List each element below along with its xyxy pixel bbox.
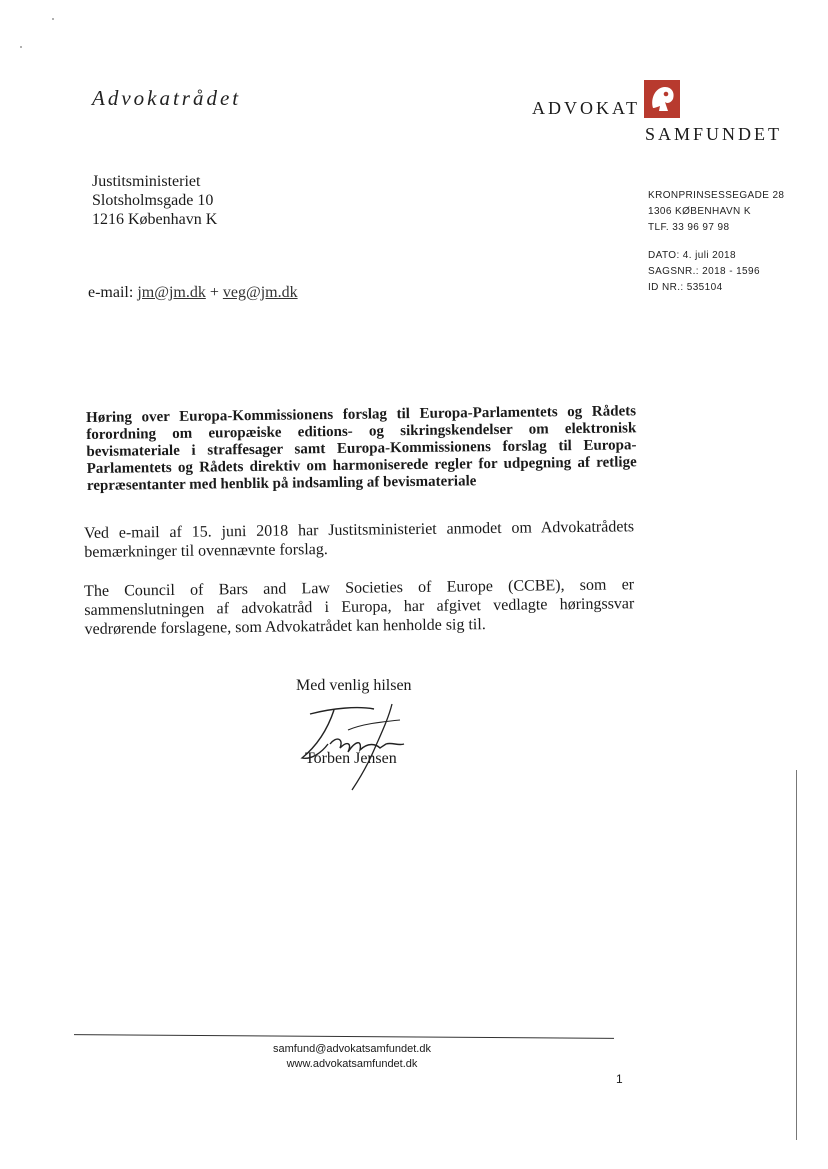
recipient-line: Slotsholmsgade 10 — [92, 192, 214, 209]
email-label: e-mail: — [88, 284, 134, 301]
id-number: ID NR.: 535104 — [648, 282, 723, 293]
footer-website: www.advokatsamfundet.dk — [286, 1058, 418, 1070]
signer-name: Torben Jensen — [305, 750, 397, 767]
logo-text-bottom: SAMFUNDET — [645, 124, 783, 144]
case-number: SAGSNR.: 2018 - 1596 — [648, 266, 760, 277]
body-paragraph: The Council of Bars and Law Societies of Europe (CCBE), som er sammenslutningen af advokatråd i Europa, har afgivet vedlagte høringssvar vedrørende forslagene, som Advokatrådet kan henholde sig til. — [84, 576, 635, 638]
recipient-line: Justitsministeriet — [92, 173, 201, 190]
logo-emblem-icon — [644, 80, 680, 118]
letter-date: DATO: 4. juli 2018 — [648, 250, 736, 261]
scan-edge-line — [796, 770, 797, 1140]
handwritten-signature — [288, 700, 418, 792]
recipient-email-line — [88, 284, 298, 302]
closing-greeting: Med venlig hilsen — [296, 677, 412, 694]
sender-name: Advokatrådet — [92, 86, 242, 110]
footer-email: samfund@advokatsamfundet.dk — [273, 1043, 431, 1055]
page-number: 1 — [616, 1072, 623, 1086]
email-link-veg[interactable]: veg@jm.dk — [222, 284, 298, 301]
recipient-line: 1216 København K — [92, 211, 218, 228]
letter-meta — [648, 248, 760, 296]
recipient-address — [92, 172, 217, 229]
office-line: TLF. 33 96 97 98 — [648, 222, 730, 233]
email-separator: + — [209, 284, 219, 301]
footer-divider — [74, 1034, 614, 1039]
letter-subject: Høring over Europa-Kommissionens forslag til Europa-Parlamentets og Rådets forordning om europæiske editions- og sikringskendelser om elektronisk bevismateriale i straffesager samt Europa-Kommissionens forslag til Europa-Parlamentets og Rådets direktiv om harmoniserede regler for udpegning af retlige repræsentanter med henblik på indsamling af bevismateriale — [86, 403, 637, 494]
scan-speck — [20, 46, 22, 48]
scan-speck — [52, 18, 54, 20]
advokatsamfundet-logo — [532, 80, 802, 150]
body-paragraph: Ved e-mail af 15. juni 2018 har Justitsministeriet anmodet om Advokatrådets bemærkninger til ovennævnte forslag. — [84, 518, 635, 561]
office-address — [648, 188, 784, 236]
logo-text-top: ADVOKAT — [532, 98, 640, 118]
footer-contact — [232, 1042, 472, 1072]
office-line: KRONPRINSESSEGADE 28 — [648, 190, 785, 201]
email-link-jm[interactable]: jm@jm.dk — [137, 284, 206, 301]
office-line: 1306 KØBENHAVN K — [648, 206, 751, 217]
